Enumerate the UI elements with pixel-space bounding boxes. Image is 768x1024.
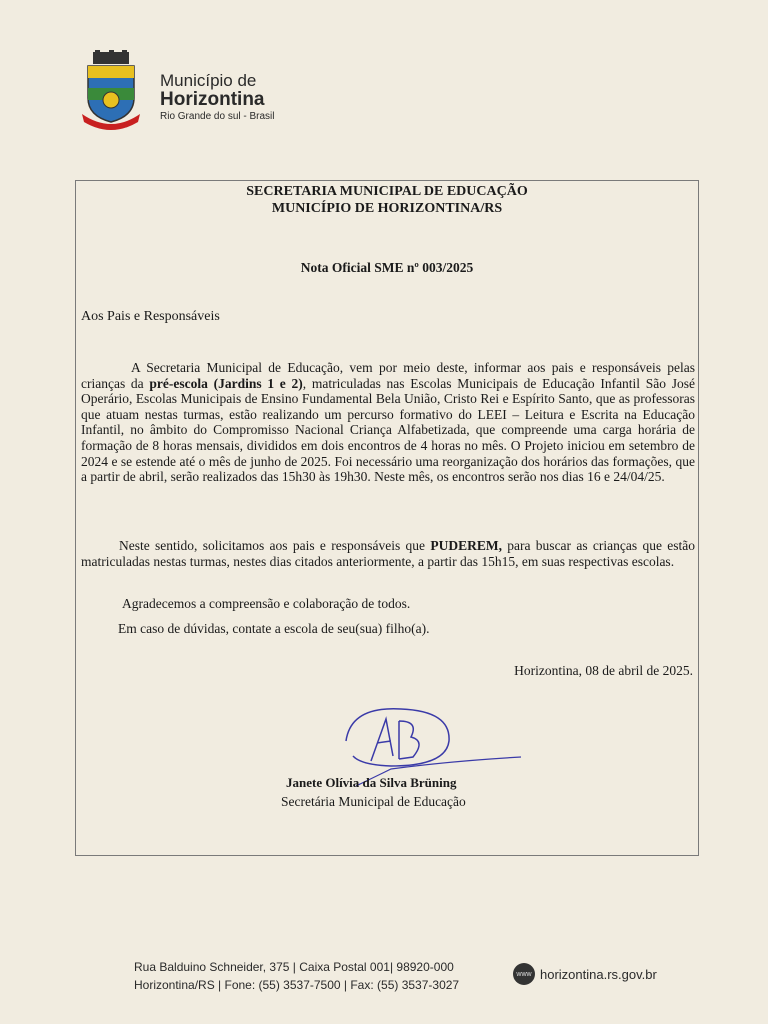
paragraph-contact: Em caso de dúvidas, contate a escola de seu(sua) filho(a). — [118, 621, 430, 636]
official-note-title: Nota Oficial SME nº 003/2025 — [300, 260, 474, 275]
paragraph-thanks: Agradecemos a compreensão e colaboração de todos. — [122, 596, 411, 611]
paragraph-1: A Secretaria Municipal de Educação, vem por meio deste, informar aos pais e responsáveis pelas crianças da pré-escola (Jardins 1 e 2), matriculadas nas Escolas Municipais de Educação Infantil São José Operário, Escolas Municipais de Ensino Fundamental Bela União, Cristo Rei e Espírito Santo, que as professoras que atuam nestas turmas, estão realizando um percurso formativo do LEEI – Leitura e Escrita na Educação Infantil, no âmbito do Compromisso Nacional Criança Alfabetizada, que compreende uma carga horária de formação de 8 horas mensais, divididos em dois encontros de 4 horas no mês. O Projeto iniciou em setembro de 2024 e se estende até o mês de junho de 2025. Foi necessário uma reorganização dos horários das formações, que a partir de abril, serão realizados das 15h30 às 19h30. Neste mês, os encontros serão nos dias 16 e 24/04/25. — [81, 360, 695, 485]
salutation: Aos Pais e Responsáveis — [81, 309, 220, 324]
municipality-label: Município de — [160, 71, 257, 90]
municipality-name: Horizontina — [160, 89, 265, 110]
coat-of-arms-logo — [80, 50, 142, 132]
footer-address — [134, 958, 459, 994]
footer-website — [513, 963, 657, 985]
municipality-header — [160, 72, 275, 124]
website-link[interactable]: horizontina.rs.gov.br — [540, 966, 657, 982]
document-date: Horizontina, 08 de abril de 2025. — [514, 663, 693, 678]
municipality-region: Rio Grande do sul - Brasil — [160, 111, 275, 122]
paragraph-1-highlight: pré-escola (Jardins 1 e 2) — [149, 375, 303, 391]
paragraph-2: Neste sentido, solicitamos aos pais e responsáveis que PUDEREM, para buscar as crianças que estão matriculadas nestas turmas, nestes dias citados anteriormente, a partir das 15h15, em suas respectivas escolas. — [81, 538, 695, 569]
paragraph-2-highlight: PUDEREM, — [430, 538, 502, 553]
globe-icon: www — [513, 963, 535, 985]
footer-address-line-2: Horizontina/RS | Fone: (55) 3537-7500 | Fax: (55) 3537-3027 — [134, 978, 460, 992]
document-frame — [75, 180, 699, 856]
secretariat-heading: SECRETARIA MUNICIPAL DE EDUCAÇÃO — [246, 184, 528, 199]
signer-name: Janete Olívia da Silva Brüning — [286, 775, 457, 790]
footer-address-line-1: Rua Balduino Schneider, 375 | Caixa Postal 001| 98920-000 — [134, 960, 454, 974]
municipality-heading: MUNICÍPIO DE HORIZONTINA/RS — [271, 201, 503, 216]
signer-role: Secretária Municipal de Educação — [281, 794, 466, 809]
